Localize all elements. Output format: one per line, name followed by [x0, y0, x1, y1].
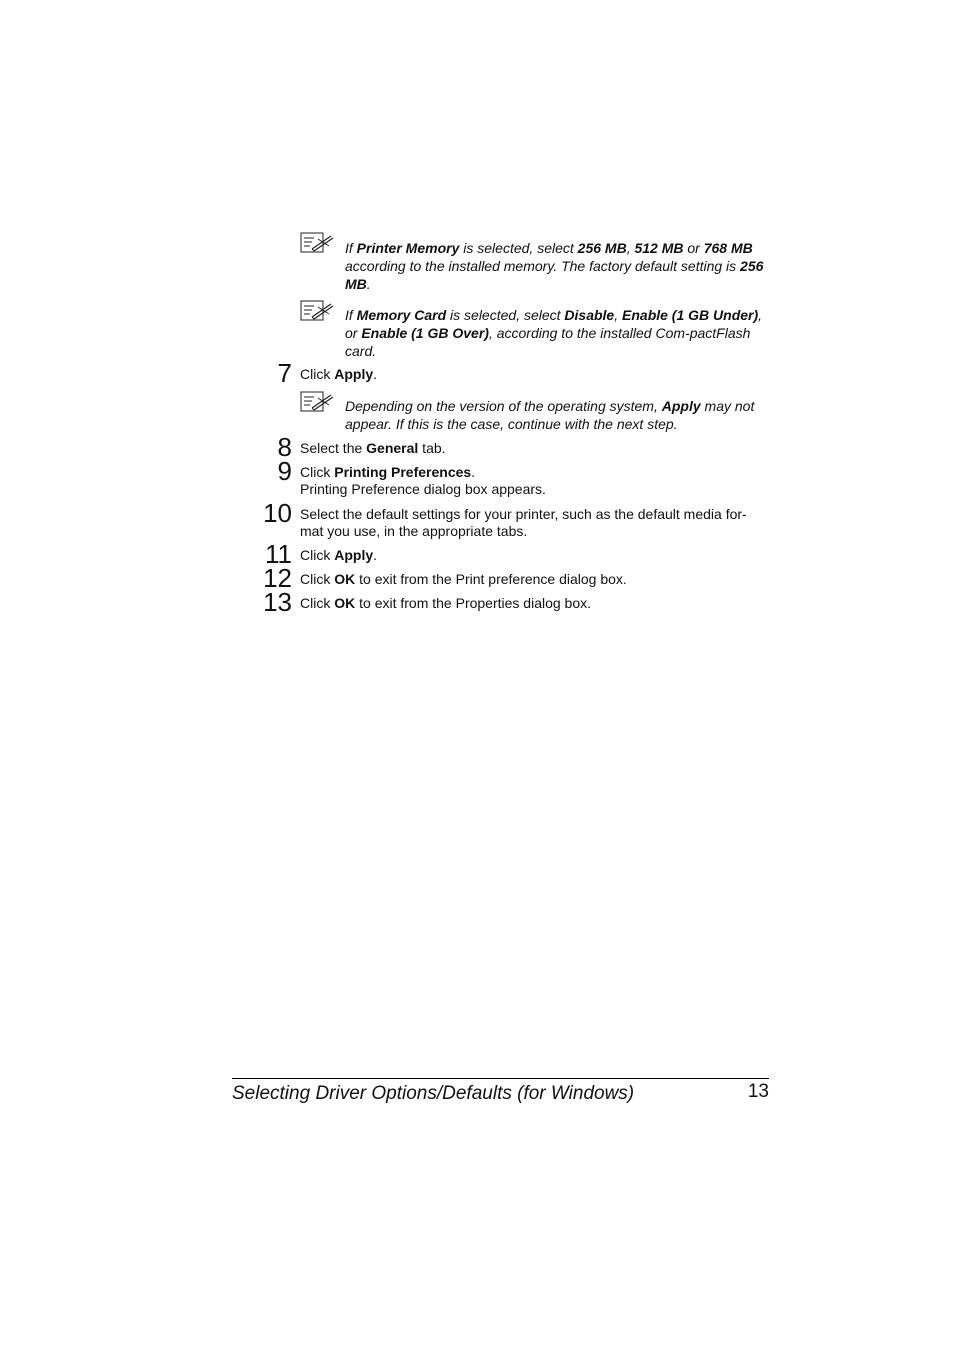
step-number: 10: [263, 498, 292, 528]
emphasized-term: Memory Card: [356, 307, 447, 323]
emphasized-term: Apply: [661, 398, 701, 414]
text-run: to exit from the Print preference dialog box.: [355, 571, 627, 587]
text-run: may not appear. If this is the case, continue with the next step.: [345, 398, 755, 432]
note-text: [345, 397, 770, 433]
text-run: is selected, select: [459, 240, 578, 256]
step-number: 13: [263, 587, 292, 617]
step-number: 12: [263, 563, 292, 593]
emphasized-term: Enable (1 GB Over): [361, 325, 489, 341]
text-run: Click: [300, 547, 335, 563]
text-run: Depending on the version of the operating system,: [345, 398, 662, 414]
footer-divider: [232, 1078, 769, 1079]
text-run: ,: [626, 240, 635, 256]
emphasized-term: 768 MB: [703, 240, 753, 256]
text-run: Click: [300, 571, 335, 587]
text-run: Click: [300, 464, 335, 480]
emphasized-term: Disable: [564, 307, 615, 323]
emphasized-term: Printer Memory: [356, 240, 460, 256]
text-run: Click: [300, 595, 335, 611]
emphasized-term: OK: [334, 595, 356, 611]
text-run: ,: [614, 307, 623, 323]
text-run: Select the default settings for your printer, such as the default media for-mat you use, in the appropriate tabs.: [300, 506, 747, 539]
note-text: [345, 306, 770, 360]
emphasized-term: Printing Preferences: [334, 464, 472, 480]
note-text: [345, 239, 770, 293]
emphasized-term: OK: [334, 571, 356, 587]
step-number: 9: [277, 456, 292, 486]
note-pencil-icon: [300, 391, 334, 413]
step-text: [300, 440, 765, 457]
step-number: 11: [265, 539, 292, 569]
note-pencil-icon: [300, 232, 334, 254]
step-text: [300, 464, 765, 498]
step-text: [300, 366, 765, 383]
text-run: to exit from the Properties dialog box.: [355, 595, 592, 611]
text-run: tab.: [418, 440, 446, 456]
text-run: is selected, select: [446, 307, 565, 323]
text-run: or: [683, 240, 704, 256]
emphasized-term: 256 MB: [577, 240, 627, 256]
note-pencil-icon: [300, 300, 334, 322]
emphasized-term: General: [366, 440, 419, 456]
text-run: Printing Preference dialog box appears.: [300, 481, 546, 497]
step-text: [300, 547, 765, 564]
step-number: 7: [277, 358, 292, 388]
text-run: .: [373, 366, 378, 382]
emphasized-term: Apply: [334, 366, 374, 382]
emphasized-term: 512 MB: [634, 240, 684, 256]
text-run: Select the: [300, 440, 367, 456]
text-run: , or: [345, 307, 763, 341]
step-text: [300, 595, 765, 612]
text-run: If: [345, 307, 357, 323]
emphasized-term: Apply: [334, 547, 374, 563]
step-text: [300, 571, 765, 588]
text-run: .: [471, 464, 476, 480]
text-run: , according to the installed Com-pactFlash card.: [345, 325, 751, 359]
text-run: .: [373, 547, 378, 563]
step-number: 8: [277, 432, 292, 462]
step-text: [300, 506, 765, 540]
text-run: Click: [300, 366, 335, 382]
emphasized-term: Enable (1 GB Under): [622, 307, 759, 323]
footer-title: Selecting Driver Options/Defaults (for Windows): [232, 1083, 635, 1104]
text-run: If: [345, 240, 357, 256]
text-run: according to the installed memory. The factory default setting is: [345, 258, 741, 274]
page-number: 13: [747, 1081, 769, 1102]
emphasized-term: 256 MB: [345, 258, 764, 292]
text-run: .: [366, 276, 371, 292]
